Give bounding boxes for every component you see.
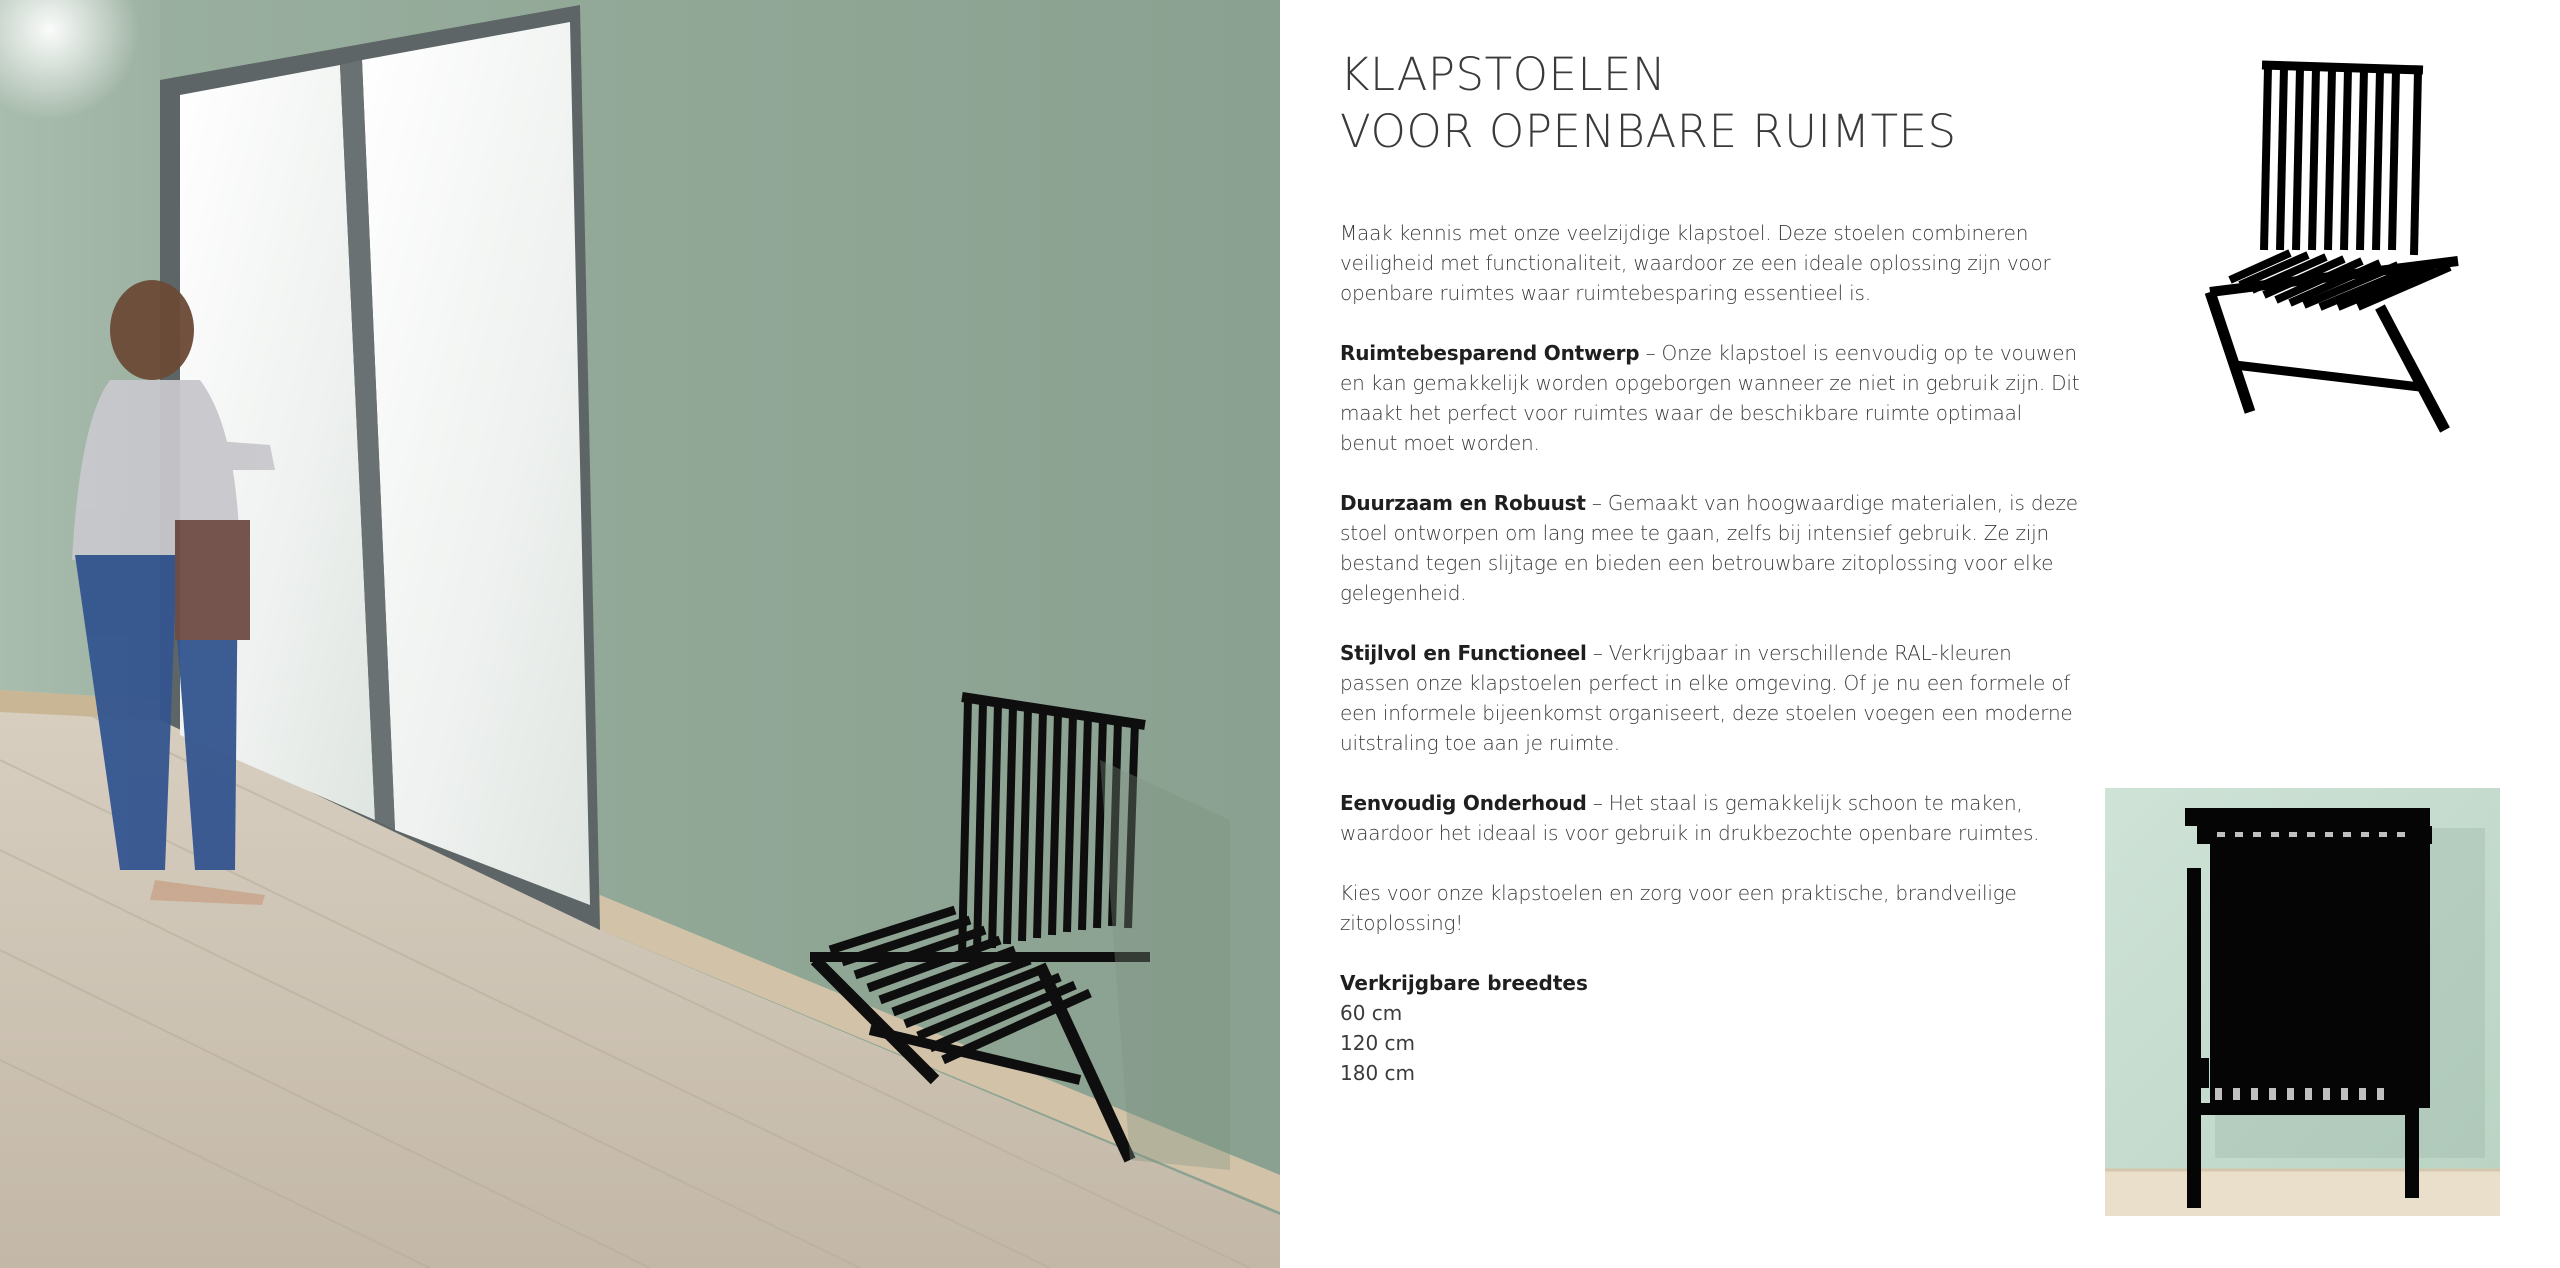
feature-heading: Stijlvol en Functioneel [1340, 641, 1587, 665]
chair-folded-image [2105, 788, 2500, 1216]
feature-paragraph [1340, 488, 2085, 608]
feature-text: – Onze klapstoel is eenvoudig op te vouwen en kan gemakkelijk worden opgeborgen wanneer ze niet in gebruik zijn. Dit maakt het perfect voor ruimtes waar de beschikbare ruimte optimaal benut moet worden. [1340, 341, 2080, 455]
feature-paragraph [1340, 788, 2085, 848]
feature-heading: Eenvoudig Onderhoud [1340, 791, 1587, 815]
title-line-2: VOOR OPENBARE RUIMTES [1340, 105, 1957, 158]
feature-text: – Het staal is gemakkelijk schoon te maken, waardoor het ideaal is voor gebruik in drukbezochte openbare ruimtes. [1340, 791, 2040, 845]
closing-paragraph: Kies voor onze klapstoelen en zorg voor een praktische, brandveilige zitoplossing! [1340, 881, 2017, 935]
feature-heading: Ruimtebesparend Ontwerp [1340, 341, 1640, 365]
feature-paragraph [1340, 638, 2085, 758]
feature-heading: Duurzaam en Robuust [1340, 491, 1586, 515]
intro-paragraph: Maak kennis met onze veelzijdige klapstoel. Deze stoelen combineren veiligheid met functionaliteit, waardoor ze een ideale oplossing zijn voor openbare ruimtes waar ruimtebesparing essentieel is. [1340, 221, 2051, 305]
product-description [1340, 46, 2085, 1088]
width-item: 60 cm [1340, 1001, 1403, 1025]
width-item: 120 cm [1340, 1031, 1416, 1055]
feature-text: – Gemaakt van hoogwaardige materialen, is deze stoel ontworpen om lang mee te gaan, zelfs bij intensief gebruik. Ze zijn bestand tegen slijtage en bieden een betrouwbare zitoplossing voor elke gelegenheid. [1340, 491, 2078, 605]
feature-text: – Verkrijgbaar in verschillende RAL-kleuren passen onze klapstoelen perfect in elke omgeving. Of je nu een formele of een informele bijeenkomst organiseert, deze stoelen voegen een moderne uitstraling toe aan je ruimte. [1340, 641, 2073, 755]
page-title [1340, 46, 2085, 160]
width-item: 180 cm [1340, 1061, 1416, 1085]
widths-heading: Verkrijgbare breedtes [1340, 971, 1588, 995]
title-line-1: KLAPSTOELEN [1340, 48, 1667, 101]
available-widths [1340, 968, 2085, 1088]
feature-paragraph [1340, 338, 2085, 458]
chair-open-image [2180, 55, 2480, 445]
